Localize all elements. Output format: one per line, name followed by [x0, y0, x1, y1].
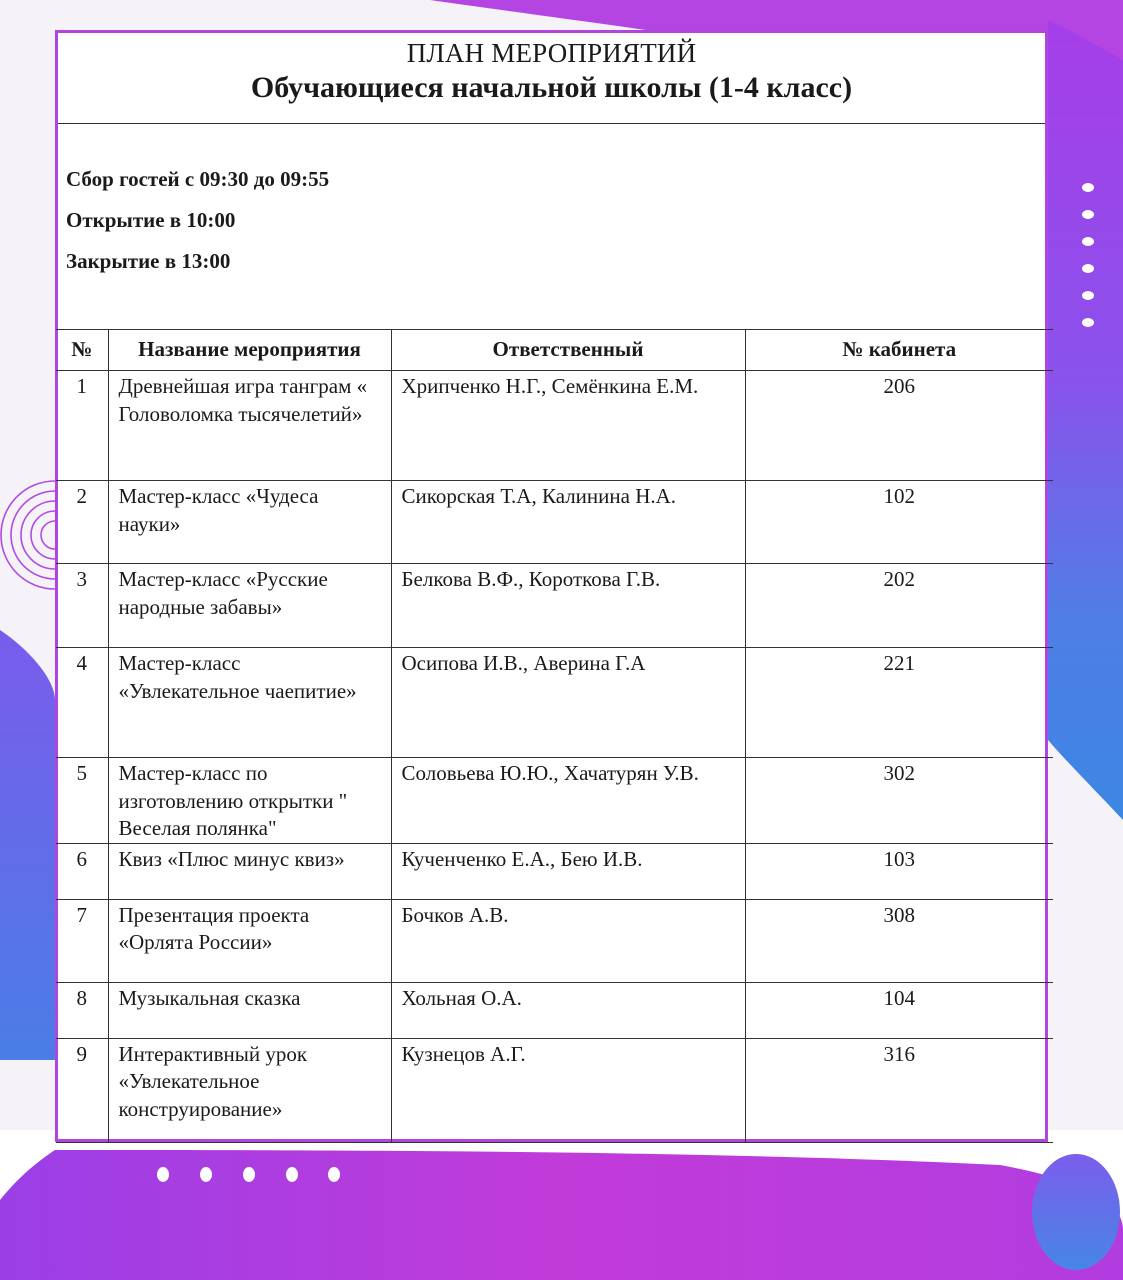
- decorative-dot: [1082, 264, 1094, 273]
- table-row: [56, 1038, 1053, 1142]
- event-plan-document: [55, 30, 1048, 1142]
- decorative-dot: [157, 1167, 169, 1182]
- closing-time: Закрытие в 13:00: [66, 249, 231, 273]
- row-number: 3: [56, 564, 108, 648]
- row-number: 6: [56, 843, 108, 899]
- table-row: [56, 982, 1053, 1038]
- row-number: 7: [56, 899, 108, 982]
- table-row: [56, 648, 1053, 758]
- right-band-shape: [1048, 20, 1123, 820]
- schedule-info: [66, 165, 329, 288]
- event-name: Мастер-класс «Чудеса науки»: [108, 481, 391, 564]
- document-title: ПЛАН МЕРОПРИЯТИЙ: [406, 38, 697, 68]
- events-table: [56, 329, 1053, 1143]
- room-number: 104: [745, 982, 1053, 1038]
- table-row: [56, 481, 1053, 564]
- table-row: [56, 758, 1053, 844]
- event-name: Интерактивный урок «Увлекательное конструирование»: [108, 1038, 391, 1142]
- responsible-person: Соловьева Ю.Ю., Хачатурян У.В.: [391, 758, 745, 844]
- decorative-dot: [1082, 318, 1094, 327]
- responsible-person: Белкова В.Ф., Короткова Г.В.: [391, 564, 745, 648]
- row-number: 8: [56, 982, 108, 1038]
- header-responsible: Ответственный: [391, 330, 745, 371]
- responsible-person: Кученченко Е.А., Бею И.В.: [391, 843, 745, 899]
- table-row: [56, 843, 1053, 899]
- decorative-dot: [1082, 210, 1094, 219]
- event-name: Мастер-класс «Увлекательное чаепитие»: [108, 648, 391, 758]
- left-blob-shape: [0, 630, 55, 1060]
- row-number: 4: [56, 648, 108, 758]
- event-name: Мастер-класс «Русские народные забавы»: [108, 564, 391, 648]
- room-number: 302: [745, 758, 1053, 844]
- opening-time: Открытие в 10:00: [66, 208, 236, 232]
- room-number: 206: [745, 371, 1053, 481]
- header-event-name: Название мероприятия: [108, 330, 391, 371]
- decorative-dot: [328, 1167, 340, 1182]
- decorative-dot: [1082, 183, 1094, 192]
- table-header-row: [56, 330, 1053, 371]
- room-number: 202: [745, 564, 1053, 648]
- header-number: №: [56, 330, 108, 371]
- row-number: 5: [56, 758, 108, 844]
- document-subtitle: Обучающиеся начальной школы (1-4 класс): [250, 71, 853, 104]
- room-number: 316: [745, 1038, 1053, 1142]
- event-name: Музыкальная сказка: [108, 982, 391, 1038]
- event-name: Древнейшая игра танграм « Головоломка тысячелетий»: [108, 371, 391, 481]
- header-room: № кабинета: [745, 330, 1053, 371]
- responsible-person: Кузнецов А.Г.: [391, 1038, 745, 1142]
- room-number: 102: [745, 481, 1053, 564]
- decorative-dot: [1082, 237, 1094, 246]
- room-number: 308: [745, 899, 1053, 982]
- responsible-person: Сикорская Т.А, Калинина Н.А.: [391, 481, 745, 564]
- decorative-dot: [243, 1167, 255, 1182]
- table-row: [56, 371, 1053, 481]
- document-header: [58, 33, 1045, 124]
- gathering-time: Сбор гостей с 09:30 до 09:55: [66, 167, 330, 191]
- decorative-dot: [286, 1167, 298, 1182]
- room-number: 221: [745, 648, 1053, 758]
- decorative-dot: [1082, 291, 1094, 300]
- event-name: Презентация проекта «Орлята России»: [108, 899, 391, 982]
- decorative-dot: [200, 1167, 212, 1182]
- event-name: Квиз «Плюс минус квиз»: [108, 843, 391, 899]
- bottom-purple-shape: [0, 1150, 1123, 1280]
- responsible-person: Осипова И.В., Аверина Г.А: [391, 648, 745, 758]
- table-row: [56, 564, 1053, 648]
- responsible-person: Бочков А.В.: [391, 899, 745, 982]
- responsible-person: Хольная О.А.: [391, 982, 745, 1038]
- row-number: 2: [56, 481, 108, 564]
- room-number: 103: [745, 843, 1053, 899]
- event-name: Мастер-класс по изготовлению открытки " Веселая полянка": [108, 758, 391, 844]
- egg-shape: [1032, 1154, 1120, 1270]
- table-row: [56, 899, 1053, 982]
- responsible-person: Хрипченко Н.Г., Семёнкина Е.М.: [391, 371, 745, 481]
- row-number: 1: [56, 371, 108, 481]
- row-number: 9: [56, 1038, 108, 1142]
